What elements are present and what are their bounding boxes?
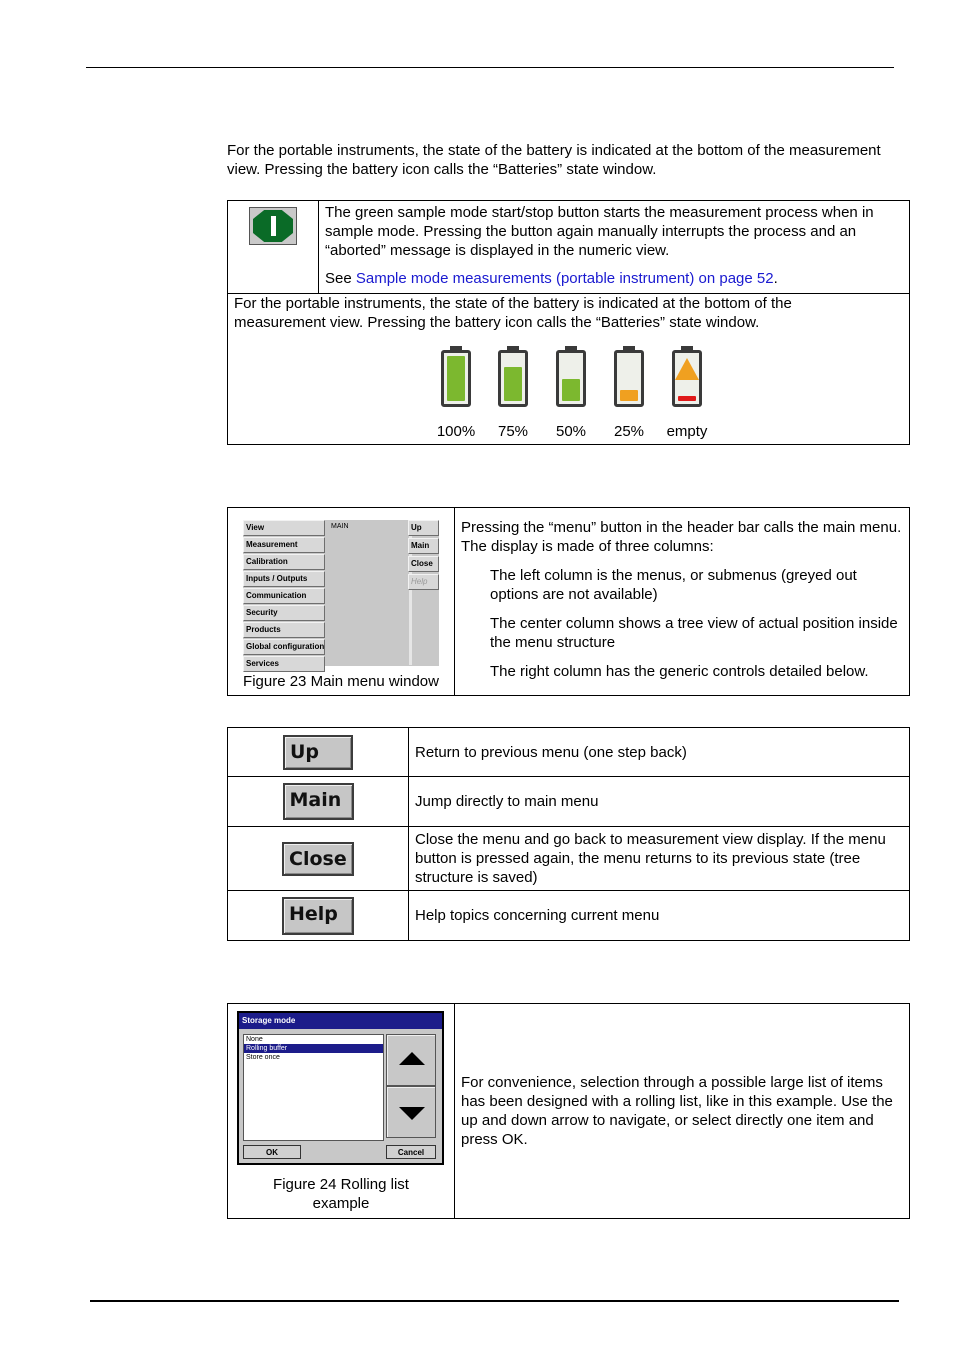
ok-button[interactable]: OK <box>243 1145 301 1159</box>
list-item[interactable]: None <box>246 1036 263 1043</box>
menu-item[interactable]: Measurement <box>243 537 325 553</box>
main-menu-table <box>227 507 910 696</box>
sample-battery-table <box>227 200 910 445</box>
menu-control-up[interactable]: Up <box>408 520 439 536</box>
figure-23-caption: Figure 23 Main menu window <box>243 673 439 690</box>
rolling-list-description: For convenience, selection through a possible large list of items has been designed with a rolling list, like in this example. Use the up and down arrow to navigate, or select directly one item and press OK. <box>455 1004 910 1219</box>
arrow-up-icon <box>399 1052 425 1065</box>
menu-control-main[interactable]: Main <box>408 538 439 554</box>
menu-center-label: MAIN <box>331 523 349 530</box>
up-button[interactable]: Up <box>283 735 353 770</box>
footer-rule <box>90 1300 899 1302</box>
see-reference <box>325 269 903 288</box>
menu-center-column <box>327 522 412 665</box>
battery-25-icon <box>612 346 646 408</box>
battery-label: 100% <box>436 423 476 440</box>
center-column-note: The center column shows a tree view of actual position inside the menu structure <box>490 615 898 651</box>
main-menu-screenshot <box>243 520 439 666</box>
close-description: Close the menu and go back to measurement view display. If the menu button is pressed again, the menu returns to its previous state (tree structure is saved) <box>409 827 910 891</box>
up-description: Return to previous menu (one step back) <box>409 728 910 777</box>
menu-item[interactable]: Services <box>243 656 325 672</box>
menu-item[interactable]: Inputs / Outputs <box>243 571 325 587</box>
menu-item[interactable]: Global configuration <box>243 639 325 655</box>
menu-control-help[interactable]: Help <box>408 574 439 590</box>
main-menu-description-cell <box>455 508 910 696</box>
battery-label: 25% <box>613 423 645 440</box>
warning-icon <box>675 358 699 380</box>
help-description: Help topics concerning current menu <box>409 891 910 941</box>
cancel-button[interactable]: Cancel <box>386 1145 436 1159</box>
start-stop-cell <box>228 201 319 294</box>
main-menu-figure-cell <box>228 508 455 696</box>
menu-item[interactable]: Communication <box>243 588 325 604</box>
battery-75-icon <box>496 346 530 408</box>
rolling-list-figure-cell <box>228 1004 455 1219</box>
right-column-note: The right column has the generic controls detailed below. <box>490 663 869 680</box>
help-button-cell <box>228 891 409 941</box>
header-rule <box>86 67 894 68</box>
main-description: Jump directly to main menu <box>409 777 910 827</box>
left-column-note: The left column is the menus, or submenus (greyed out options are not available) <box>490 567 857 603</box>
intro-paragraph: For the portable instruments, the state of the battery is indicated at the bottom of the measurement view. Pressing the battery icon calls the “Batteries” state window. <box>227 142 881 178</box>
menu-left-column <box>243 520 325 673</box>
list-item[interactable]: Store once <box>246 1054 280 1061</box>
battery-label: 50% <box>555 423 587 440</box>
scroll-up-button[interactable] <box>386 1034 436 1086</box>
storage-mode-dialog <box>237 1011 444 1165</box>
storage-mode-list[interactable] <box>243 1034 384 1141</box>
menu-control-close[interactable]: Close <box>408 556 439 572</box>
battery-text: For the portable instruments, the state of the battery is indicated at the bottom of the measurement view. Pressing the battery icon calls the “Batteries” state window. <box>234 295 792 331</box>
see-prefix: See <box>325 270 356 287</box>
main-button[interactable]: Main <box>283 783 354 820</box>
menu-right-column <box>408 520 439 592</box>
start-stop-description-cell <box>319 201 910 294</box>
main-button-cell <box>228 777 409 827</box>
start-stop-icon <box>249 207 297 245</box>
see-suffix: . <box>773 270 778 287</box>
help-button[interactable]: Help <box>282 897 354 935</box>
battery-label: 75% <box>497 423 529 440</box>
close-button-cell <box>228 827 409 891</box>
rolling-list-table <box>227 1003 910 1219</box>
battery-cell <box>228 294 910 445</box>
dialog-title: Storage mode <box>239 1013 442 1029</box>
start-stop-description: The green sample mode start/stop button starts the measurement process when in sample mode. Pressing the button again manually interrupts the process and an “aborted” message is displayed in the numeric view. <box>325 204 874 259</box>
menu-item[interactable]: Security <box>243 605 325 621</box>
scroll-down-button[interactable] <box>386 1086 436 1138</box>
battery-label: empty <box>666 423 708 440</box>
main-menu-intro: Pressing the “menu” button in the header bar calls the main menu. The display is made of three columns: <box>461 519 902 555</box>
battery-states <box>234 294 903 444</box>
list-item[interactable]: Rolling buffer <box>244 1044 383 1053</box>
controls-table <box>227 727 910 941</box>
arrow-down-icon <box>399 1107 425 1120</box>
up-button-cell <box>228 728 409 777</box>
menu-item[interactable]: Calibration <box>243 554 325 570</box>
battery-100-icon <box>439 346 473 408</box>
battery-50-icon <box>554 346 588 408</box>
figure-24-caption: Figure 24 Rolling list example <box>273 1176 409 1212</box>
close-button[interactable]: Close <box>282 842 354 876</box>
sample-mode-link[interactable]: Sample mode measurements (portable instrument) on page 52 <box>355 270 774 287</box>
menu-item[interactable]: Products <box>243 622 325 638</box>
menu-item[interactable]: View <box>243 520 325 536</box>
battery-empty-icon <box>670 346 704 408</box>
